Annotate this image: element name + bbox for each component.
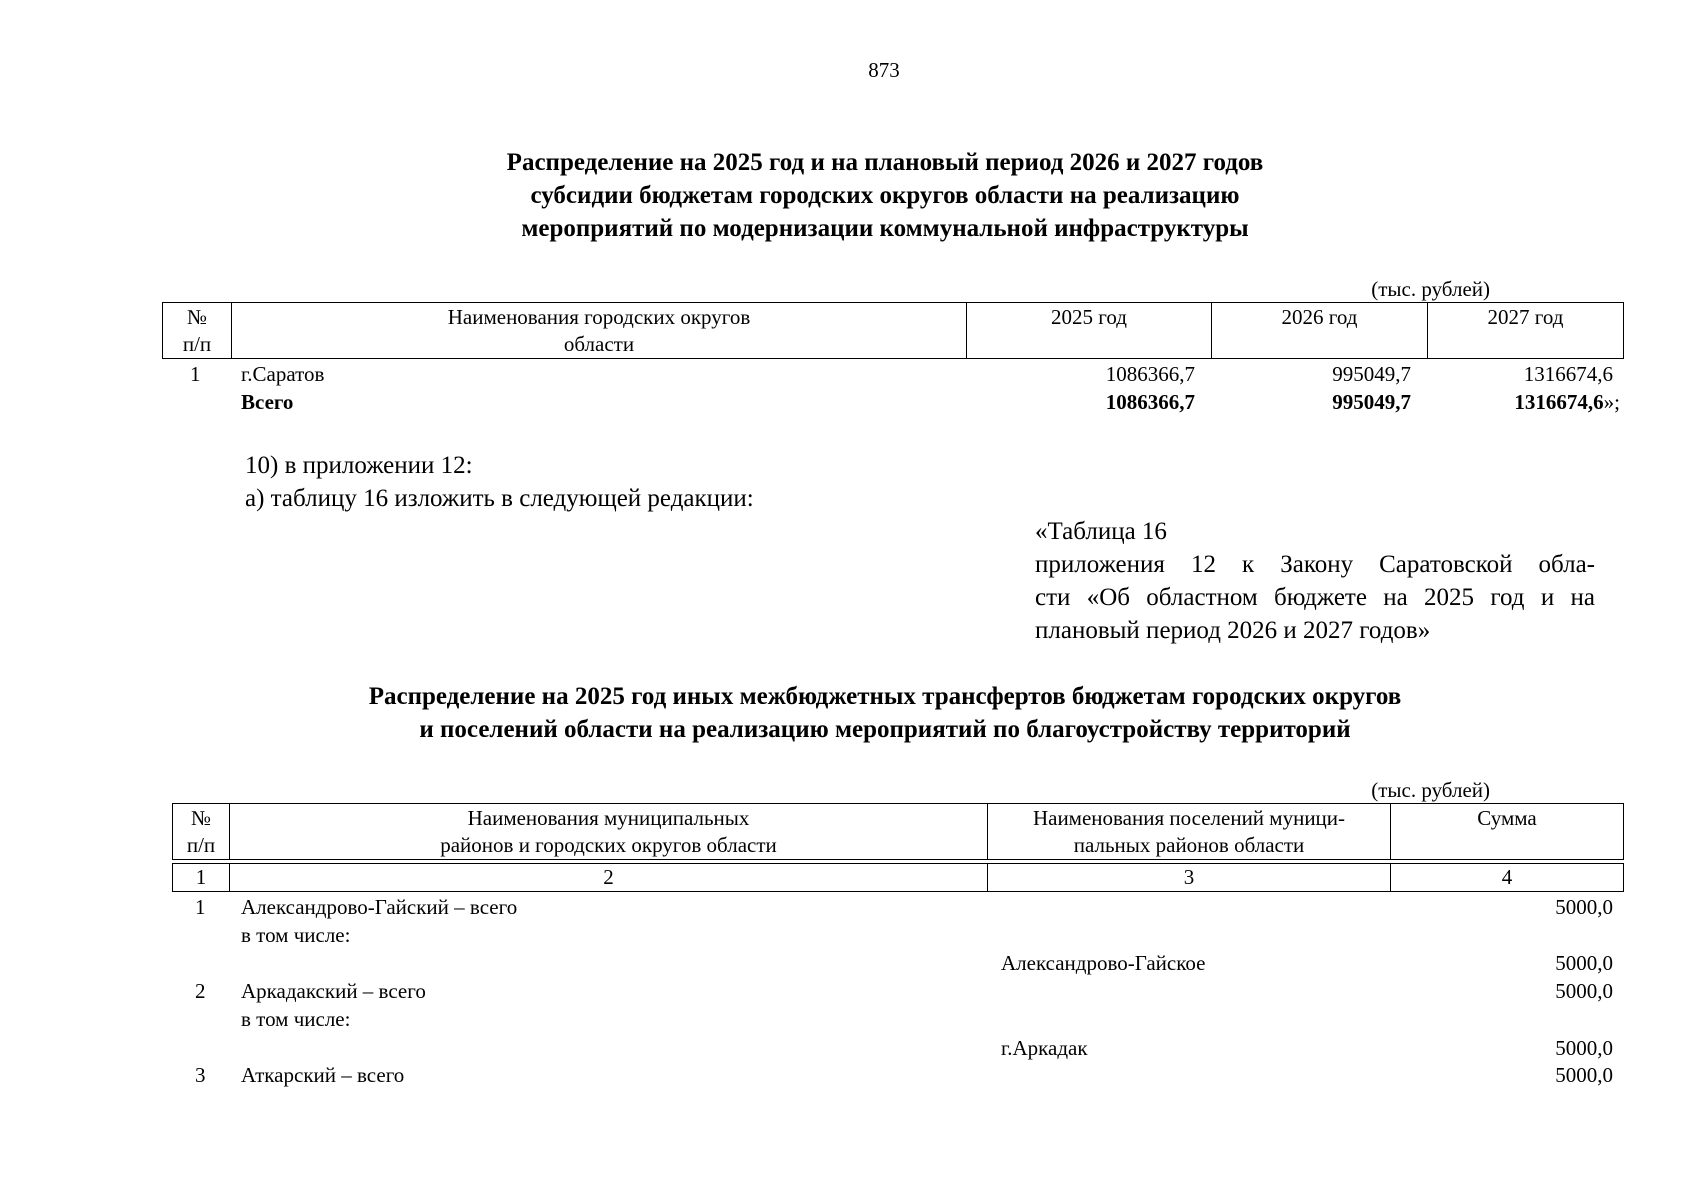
settlement-name: г.Аркадак: [1001, 1036, 1088, 1060]
table1-title-line: Распределение на 2025 год и на плановый период 2026 и 2027 годов: [506, 149, 1264, 176]
table2-title: [160, 680, 1610, 746]
district-name: Аткарский – всего: [241, 1063, 405, 1087]
table2-column-numbers: [172, 863, 1624, 892]
value-2026: 995049,7: [1332, 362, 1411, 386]
total-2026: 995049,7: [1332, 390, 1411, 414]
year-2027-header: 2027 год: [1428, 303, 1624, 359]
total-2027: 1316674,6»;: [1514, 390, 1620, 414]
num-header: № п/п: [163, 303, 232, 359]
value-2025: 1086366,7: [1105, 362, 1195, 386]
amendment-text: [245, 449, 754, 515]
district-name: г.Саратов: [241, 362, 325, 386]
table2-title-line: Распределение на 2025 год иных межбюджетных трансфертов бюджетам городских округов: [368, 683, 1402, 710]
row-number: 1: [195, 895, 206, 919]
reference-line: плановый период 2026 и 2027 годов»: [1035, 617, 1431, 644]
sum-value: 5000,0: [1555, 895, 1613, 919]
table1-title: [160, 146, 1610, 245]
reference-line: сти «Об областном бюджете на 2025 год и на: [1035, 584, 1595, 611]
district-name: в том числе:: [241, 1007, 351, 1031]
year-2026-header: 2026 год: [1212, 303, 1428, 359]
sum-value: 5000,0: [1555, 979, 1613, 1003]
table1-title-line: субсидии бюджетам городских округов области на реализацию: [530, 182, 1240, 209]
column-number: 2: [230, 864, 988, 892]
column-number: 1: [173, 864, 230, 892]
district-name-header: Наименования городских округов области: [232, 303, 967, 359]
row-number: 3: [195, 1063, 206, 1087]
year-2025-header: 2025 год: [967, 303, 1212, 359]
sum-header: Сумма: [1391, 804, 1624, 860]
row-number: 2: [195, 979, 206, 1003]
reference-line: приложения 12 к Закону Саратовской обла-: [1035, 551, 1595, 578]
table1-title-line: мероприятий по модернизации коммунальной инфраструктуры: [521, 215, 1249, 242]
table2-header: [172, 803, 1624, 860]
settlement-name-header: Наименования поселений муници- пальных районов области: [988, 804, 1391, 860]
table2-body: [0, 894, 1697, 1094]
page-number: 873: [868, 58, 900, 82]
row-number: 1: [190, 362, 201, 386]
district-name: в том числе:: [241, 923, 351, 947]
district-name-header: Наименования муниципальных районов и городских округов области: [230, 804, 988, 860]
column-number: 4: [1391, 864, 1624, 892]
table2-title-line: и поселений области на реализацию мероприятий по благоустройству территорий: [419, 716, 1351, 743]
reference-line: «Таблица 16: [1035, 518, 1167, 545]
amendment-line: 10) в приложении 12:: [245, 452, 473, 479]
amendment-line: а) таблицу 16 изложить в следующей редакции:: [245, 485, 754, 512]
sum-value: 5000,0: [1555, 1063, 1613, 1087]
settlement-name: Александрово-Гайское: [1001, 951, 1206, 975]
table1-header: [162, 302, 1624, 359]
table2-units: (тыс. рублей): [1371, 778, 1490, 802]
district-name: Аркадакский – всего: [241, 979, 426, 1003]
sum-value: 5000,0: [1555, 951, 1613, 975]
district-name: Александрово-Гайский – всего: [241, 895, 518, 919]
table1-body: [0, 361, 1697, 421]
sum-value: 5000,0: [1555, 1036, 1613, 1060]
total-label: Всего: [241, 390, 294, 414]
num-header: № п/п: [173, 804, 230, 860]
table16-reference: [1035, 515, 1595, 647]
table1-units: (тыс. рублей): [1371, 277, 1490, 301]
column-number: 3: [988, 864, 1391, 892]
value-2027: 1316674,6: [1523, 362, 1613, 386]
total-2025: 1086366,7: [1105, 390, 1195, 414]
